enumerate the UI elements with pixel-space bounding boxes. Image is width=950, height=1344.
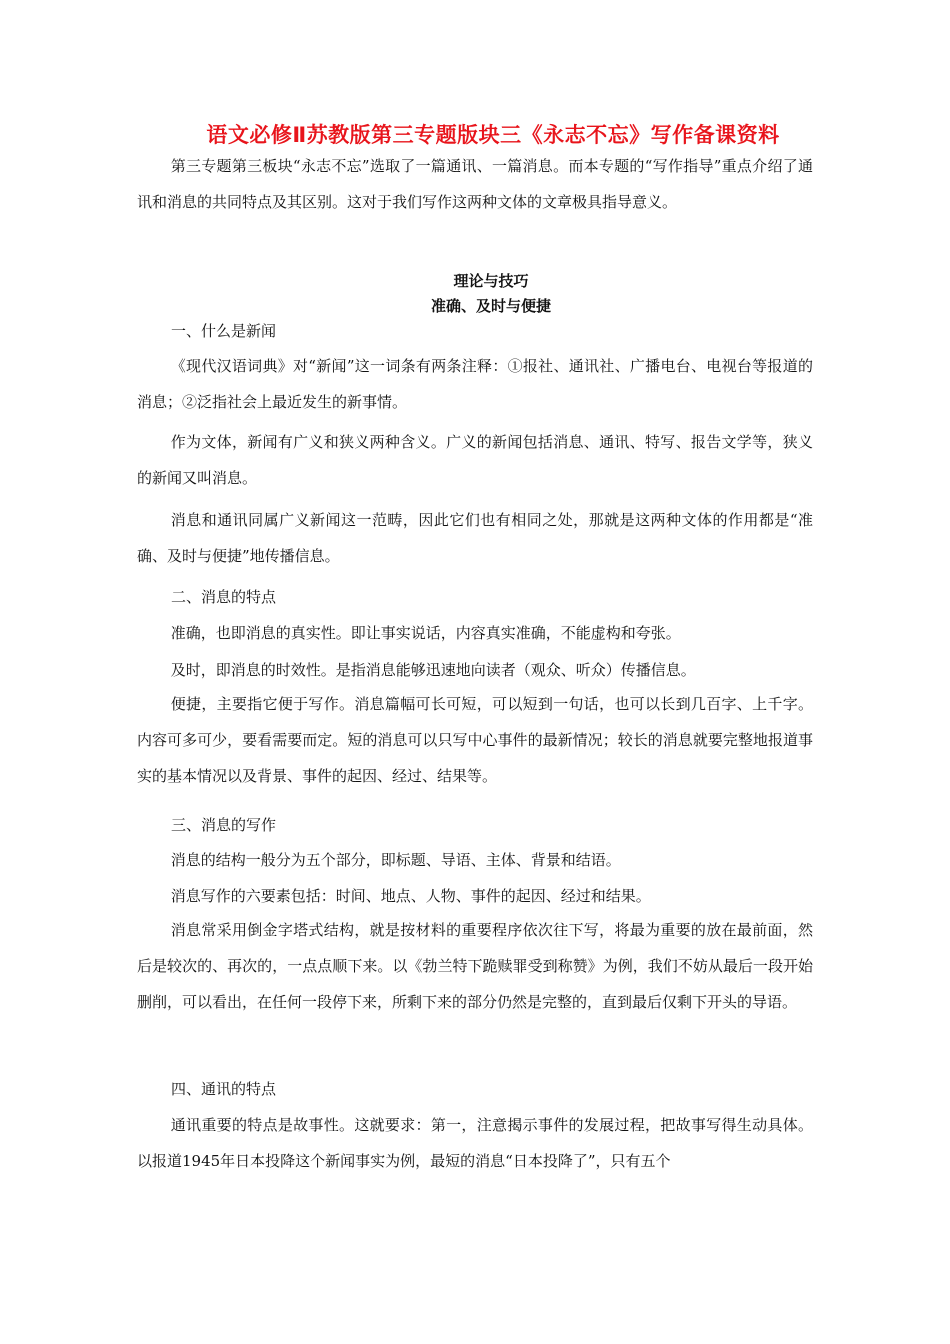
paragraph: 消息写作的六要素包括：时间、地点、人物、事件的起因、经过和结果。 xyxy=(170,887,651,905)
paragraph: 消息常采用倒金字塔式结构，就是按材料的重要程序依次往下写，将最为重要的放在最前面，然后是较次的、再次的，一点点顺下来。以《勃兰特下跪赎罪受到称赞》为例，我们不妨从最后一段开始删削，可以看出，在任何一段停下来，所剩下来的部分仍然是完整的，直到最后仅剩下开头的导语。 xyxy=(137,921,813,1011)
paragraph: 消息的结构一般分为五个部分，即标题、导语、主体、背景和结语。 xyxy=(170,851,621,869)
paragraph: 《现代汉语词典》对“新闻”这一词条有两条注释：①报社、通讯社、广播电台、电视台等报道的消息；②泛指社会上最近发生的新事情。 xyxy=(137,357,813,411)
paragraph: 消息和通讯同属广义新闻这一范畴，因此它们也有相同之处，那就是这两种文体的作用都是“准确、及时与便捷”地传播信息。 xyxy=(137,511,813,565)
intro-paragraph: 第三专题第三板块“永志不忘”选取了一篇通讯、一篇消息。而本专题的“写作指导”重点介绍了通讯和消息的共同特点及其区别。这对于我们写作这两种文体的文章极具指导意义。 xyxy=(137,157,813,211)
section-title-what-is-news: 一、什么是新闻 xyxy=(171,322,277,340)
section-title-report-features: 四、通讯的特点 xyxy=(171,1080,277,1098)
paragraph: 及时，即消息的时效性。是指消息能够迅速地向读者（观众、听众）传播信息。 xyxy=(170,661,696,679)
paragraph: 准确，也即消息的真实性。即让事实说话，内容真实准确，不能虚构和夸张。 xyxy=(170,624,681,642)
document-title: 语文必修Ⅱ苏教版第三专题版块三《永志不忘》写作备课资料 xyxy=(206,123,780,147)
paragraph: 作为文体，新闻有广义和狭义两种含义。广义的新闻包括消息、通讯、特写、报告文学等，狭义的新闻又叫消息。 xyxy=(137,433,813,487)
heading-subtitle: 准确、及时与便捷 xyxy=(430,297,551,315)
paragraph: 通讯重要的特点是故事性。这就要求：第一，注意揭示事件的发展过程，把故事写得生动具体。以报道1945年日本投降这个新闻事实为例，最短的消息“日本投降了”，只有五个 xyxy=(137,1116,813,1170)
section-title-news-writing: 三、消息的写作 xyxy=(171,816,277,834)
section-title-news-features: 二、消息的特点 xyxy=(171,588,277,606)
heading-theory: 理论与技巧 xyxy=(453,272,529,290)
paragraph: 便捷，主要指它便于写作。消息篇幅可长可短，可以短到一句话，也可以长到几百字、上千字。内容可多可少，要看需要而定。短的消息可以只写中心事件的最新情况；较长的消息就要完整地报道事实的基本情况以及背景、事件的起因、经过、结果等。 xyxy=(137,695,813,785)
